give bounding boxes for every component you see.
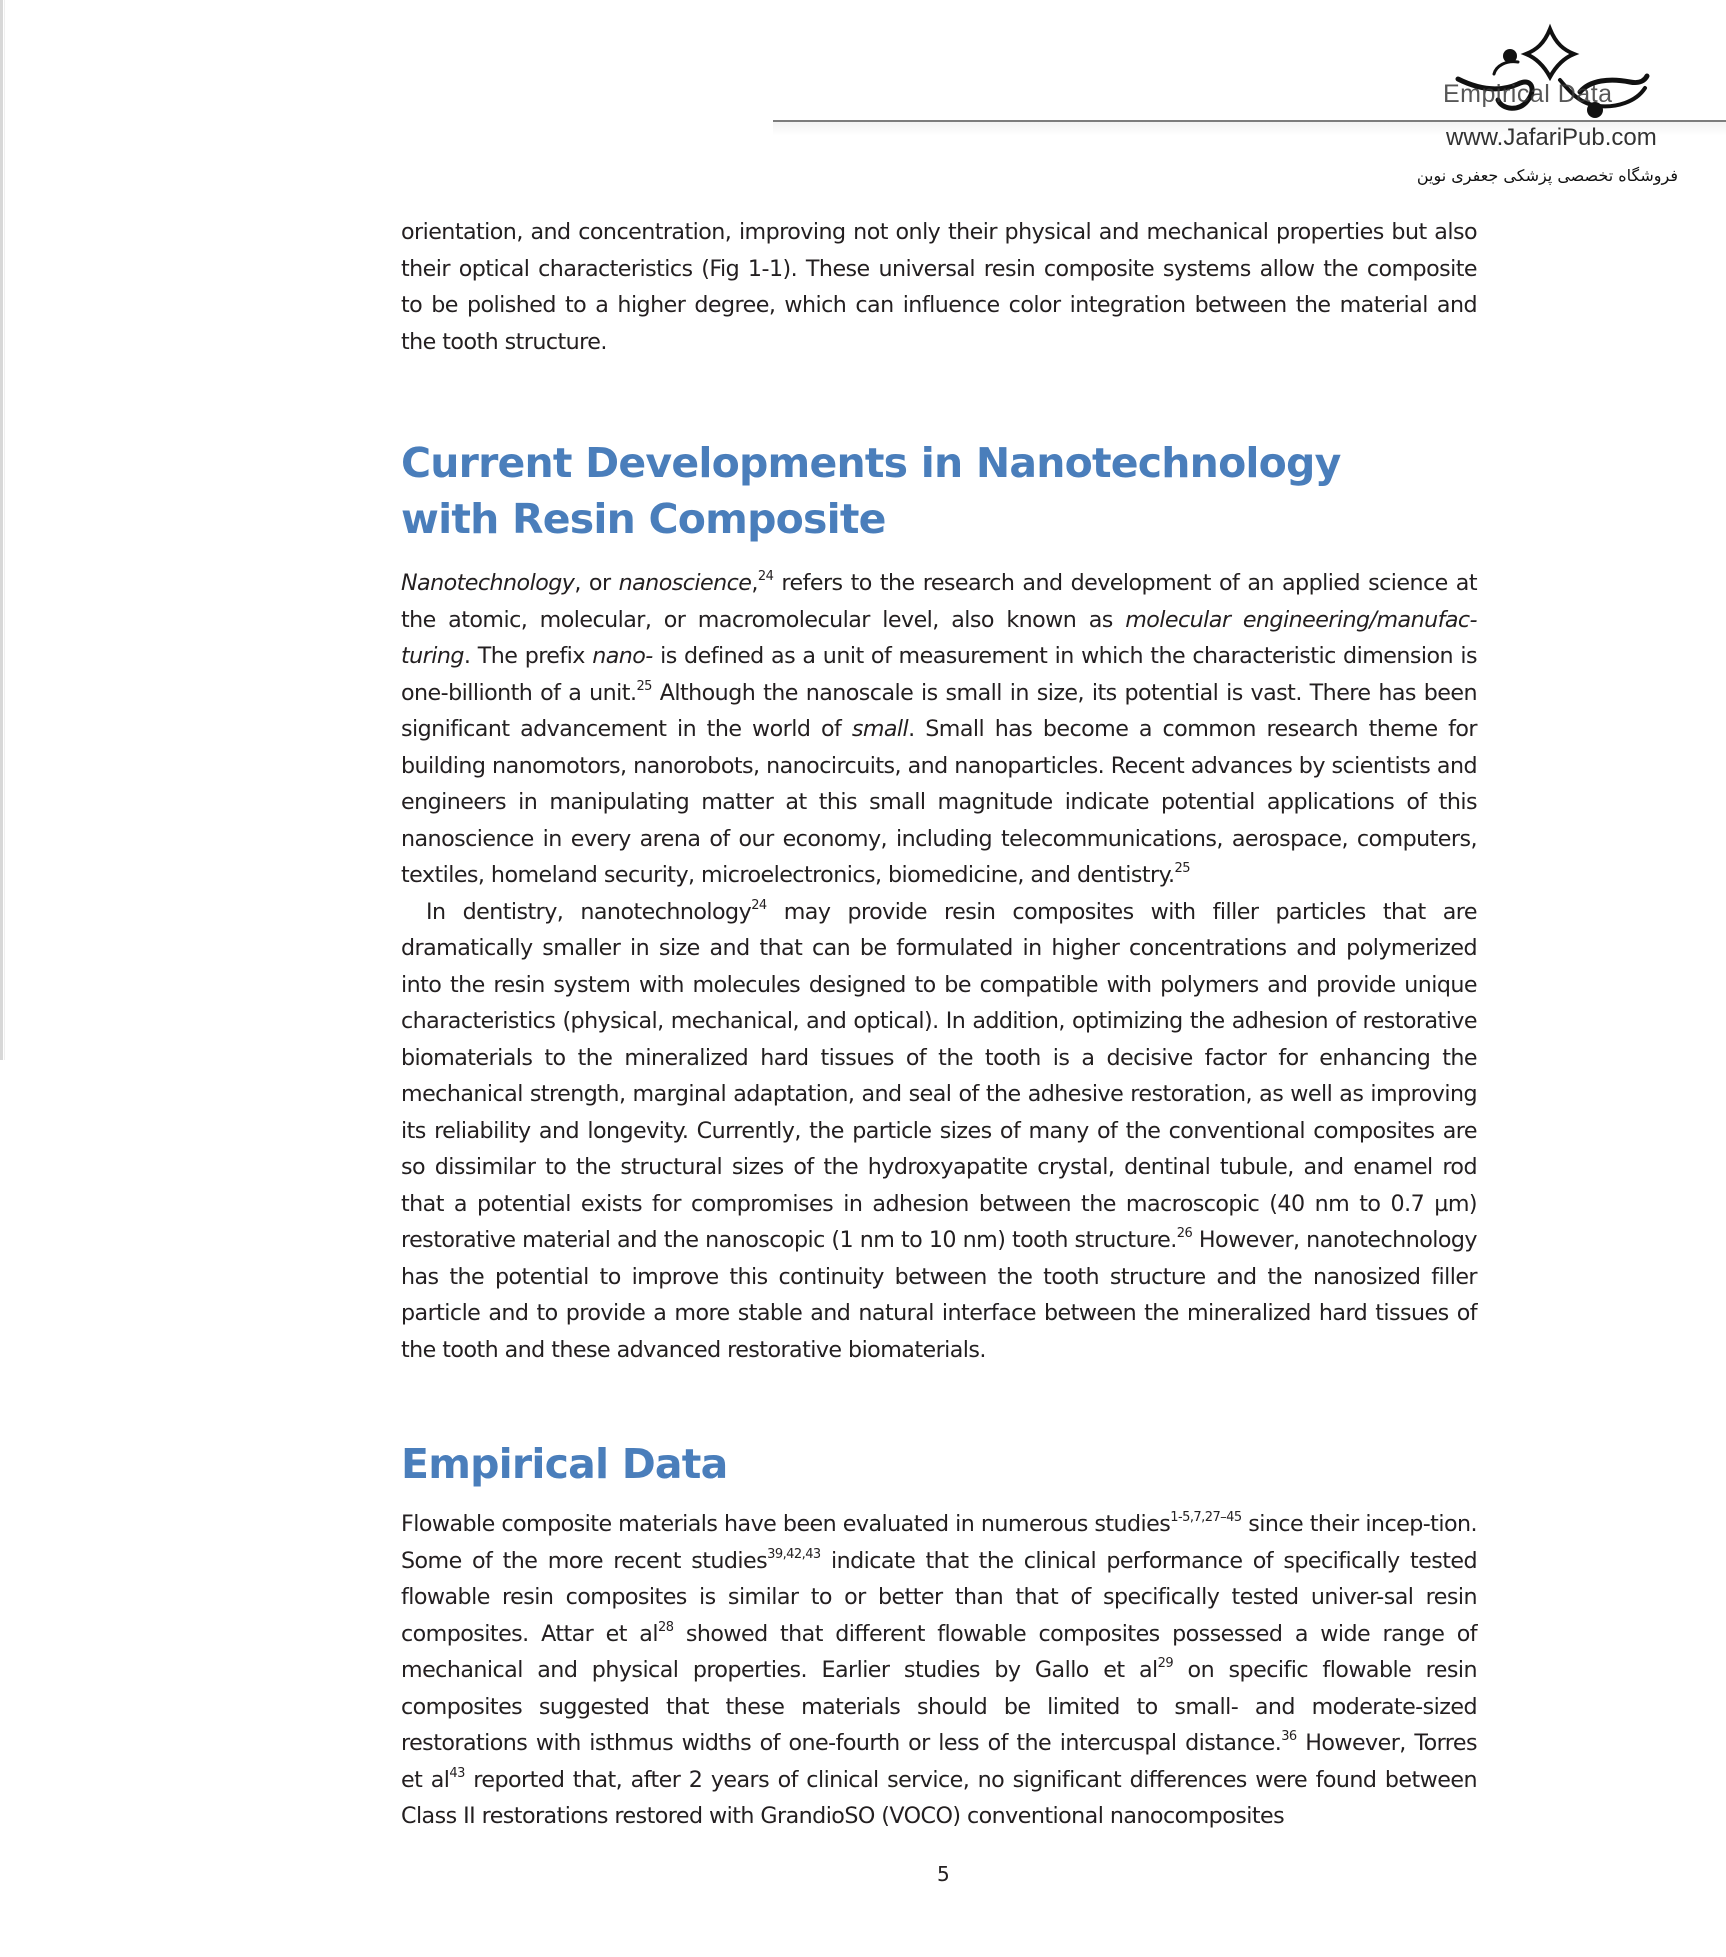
text-segment: , or — [574, 570, 619, 596]
text-segment: Flowable composite materials have been evaluated in numerous studies — [401, 1511, 1171, 1537]
citation-ref: 43 — [449, 1765, 465, 1781]
page-number: 5 — [937, 1862, 950, 1886]
term-nanoscience: nanoscience — [618, 570, 752, 596]
page-left-edge — [0, 0, 3, 1060]
text-segment: is defined as a unit of measurement in which the characteristic dimension is one-billionth of a unit. — [401, 643, 1477, 706]
section-heading-line-1: Current Developments in Nanotechnology — [401, 439, 1341, 487]
section-heading-line-2: with Resin Composite — [401, 495, 886, 543]
intro-paragraph-text: orientation, and concentration, improving not only their physical and mechanical properties but also their optical characteristics (Fig 1-1). These universal resin composite systems allow the composite to be polished to a higher degree, which can influence color integration between the material and the tooth structure. — [401, 219, 1477, 355]
citation-ref: 26 — [1176, 1226, 1193, 1241]
running-head: Empirical Data — [1443, 80, 1613, 108]
citation-ref: 24 — [751, 897, 767, 913]
text-segment: In dentistry, nanotechnology — [426, 898, 752, 925]
empirical-data-paragraph-1 — [401, 1506, 1477, 1835]
text-segment: , — [751, 570, 758, 596]
text-segment: on specific flowable resin composites suggested that these materials should be limited to small- and moderate-sized restorations with isthmus widths of one-fourth or less of the intercuspal distance. — [401, 1657, 1478, 1756]
citation-ref: 25 — [636, 678, 652, 694]
text-segment: However, Torres et al — [401, 1730, 1477, 1793]
nanotechnology-paragraph-1 — [401, 565, 1477, 894]
intro-paragraph — [401, 214, 1477, 360]
nanotechnology-paragraph-2 — [401, 894, 1477, 1369]
text-segment: indicate that the clinical performance of specifically tested flowable resin composites is similar to or better than that of specifically tested univer-sal resin composites. Attar et al — [401, 1547, 1477, 1647]
text-segment: refers to the research and development of an applied science at the atomic, molecular, or macromolecular level, also known as — [401, 570, 1477, 633]
text-segment: since their incep-tion. Some of the more recent studies — [401, 1511, 1477, 1574]
citation-ref: 28 — [657, 1619, 674, 1635]
publisher-url[interactable]: www.JafariPub.com — [1446, 124, 1657, 151]
citation-ref: 36 — [1281, 1729, 1297, 1744]
page-content — [401, 214, 1477, 1835]
citation-ref: 39,42,43 — [767, 1546, 821, 1562]
citation-ref: 29 — [1157, 1656, 1174, 1671]
citation-ref: 25 — [1174, 861, 1190, 876]
text-segment: . Small has become a common research theme for building nanomotors, nanorobots, nanocircuits, and nanoparticles. Recent advances by scientists and engineers in manipulating matter at this small magnitude indicate potential applications of this nanoscience in every arena of our economy, including telecommunications, aerospace, computers, textiles, homeland security, microelectronics, biomedicine, and dentistry. — [401, 716, 1477, 888]
term-nano-prefix: nano- — [592, 643, 653, 669]
section-heading-empirical-data: Empirical Data — [401, 1440, 728, 1488]
citation-ref: 1-5,7,27–45 — [1170, 1510, 1242, 1525]
section-heading-nanotechnology — [401, 435, 1477, 547]
publisher-shop-name: فروشگاه تخصصی پزشکی جعفری نوین — [1416, 166, 1678, 185]
text-segment: reported that, after 2 years of clinical service, no significant differences were found between Class II restorations restored with GrandioSO (VOCO) conventional nanocomposites — [401, 1766, 1477, 1829]
text-segment: Although the nanoscale is small in size, its potential is vast. There has been significant advancement in the world of — [401, 679, 1477, 742]
text-segment: However, nanotechnology has the potential to improve this continuity between the tooth structure and the nanosized filler particle and to provide a more stable and natural interface between the mineralized hard tissues of the tooth and these advanced restorative biomaterials. — [401, 1227, 1477, 1363]
citation-ref: 24 — [757, 569, 774, 584]
calligraphic-logo-icon — [1440, 22, 1660, 132]
term-nanotechnology: Nanotechnology — [401, 570, 575, 596]
text-segment: showed that different flowable composites possessed a wide range of mechanical and physical properties. Earlier studies by Gallo et al — [401, 1620, 1477, 1683]
term-small: small — [851, 716, 909, 742]
term-molecular-engineering: molecular engineering/manufac-turing — [401, 606, 1478, 669]
text-segment: . The prefix — [463, 643, 593, 669]
page-left-edge-shadow — [4, 0, 5, 1060]
text-segment: may provide resin composites with filler particles that are dramatically smaller in size and that can be formulated in higher concentrations and polymerized into the resin system with molecules designed to be compatible with polymers and provide unique characteristics (physical, mechanical, and optical). In addition, optimizing the adhesion of restorative biomaterials to the mineralized hard tissues of the tooth is a decisive factor for enhancing the mechanical strength, marginal adaptation, and seal of the adhesive restoration, as well as improving its reliability and longevity. Currently, the particle sizes of many of the conventional composites are so dissimilar to the structural sizes of the hydroxyapatite crystal, dentinal tubule, and enamel rod that a potential exists for compromises in adhesion between the macroscopic (40 nm to 0.7 µm) restorative material and the nanoscopic (1 nm to 10 nm) tooth structure. — [401, 898, 1477, 1253]
